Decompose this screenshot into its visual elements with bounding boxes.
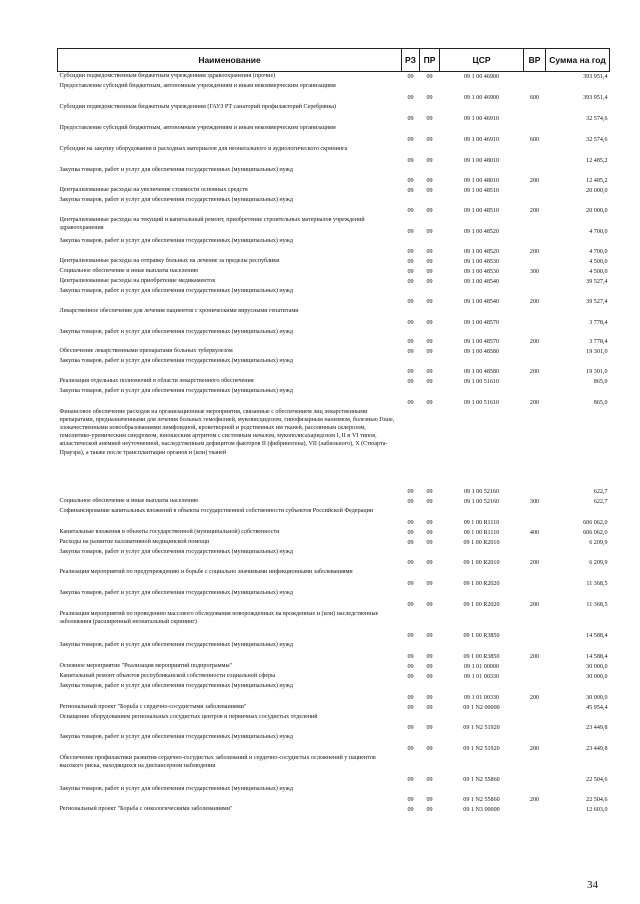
row-pr: 09 [426,797,433,804]
row-csr: 09 1 00 48540 [463,279,500,286]
row-name: Закупка товаров, работ и услуг для обеспечения государственных (муниципальных) нужд [59,589,293,596]
row-csr: 09 1 00 48520 [463,229,500,236]
row-rz: 09 [407,137,414,144]
row-vr [524,103,546,124]
row-pr: 09 [426,705,433,712]
row-sum: 30 000,0 [586,664,608,671]
header-sum: Сумма на год [546,49,610,72]
row-pr: 09 [426,339,433,346]
budget-table [57,48,610,815]
row-sum: 622,7 [593,489,608,496]
table-row [58,124,610,145]
row-pr: 09 [426,269,433,276]
row-csr: 09 1 00 R2010 [463,540,500,547]
row-name: Централизованные расходы на приобретение медикаментов [59,277,216,284]
row-name: Реализация мероприятий по проведению массового обследования новорожденных на врожденные и (или) наследственные заболевания (расширенный неонатальный скрининг) [59,610,379,625]
row-vr: 200 [529,249,540,256]
row-rz: 09 [407,158,414,165]
header-rz: РЗ [402,49,420,72]
row-csr: 09 1 00 51610 [463,400,500,407]
row-sum: 11 368,5 [586,602,608,609]
row-sum: 14 588,4 [586,633,608,640]
row-vr: 200 [529,797,540,804]
row-rz: 09 [407,299,414,306]
row-sum: 11 368,5 [586,581,608,588]
row-pr: 09 [426,777,433,784]
row-name: Финансовое обеспечение расходов на организационные мероприятия, связанные с обеспечением лиц лекарственными препаратами, предназначенными для лечения больных гемофилией, муковисцидозом, гипофизарным нанизмом, болезнью Гоше, злокачественными новообразованиями лимфоидной, кроветворной и родственных им тканей, рассеянным склерозом, гемолитико-уремическим синдромом, юношеским артритом с системным началом, мукополисахаридозом I, II и VI типов, апластической анемией неуточненной, наследственным дефицитом факторов II (фибриногена), VII (лабильного), X (Стюарта-Прауэра), а также после трансплантации органов и (или) тканей [59,408,395,456]
table-row [58,257,610,267]
header-csr: ЦСР [440,49,524,72]
table-row [58,507,610,528]
table-row [58,703,610,713]
row-sum: 39 527,4 [586,299,608,306]
row-name: Региональный проект "Борьба с сердечно-сосудистыми заболеваниями" [59,703,247,710]
table-row [58,805,610,815]
row-csr: 09 1 00 46910 [463,137,500,144]
table-row [58,713,610,733]
row-sum: 30 000,0 [586,695,608,702]
header-name: Наименование [58,49,402,72]
row-vr: 200 [529,339,540,346]
row-rz: 09 [407,725,414,732]
table-row [58,377,610,387]
row-csr: 09 1 00 48530 [463,269,500,276]
row-pr: 09 [426,807,433,814]
table-row [58,347,610,357]
row-pr: 09 [426,489,433,496]
row-name: Закупка товаров, работ и услуг для обеспечения государственных (муниципальных) нужд [59,548,293,555]
row-rz: 09 [407,797,414,804]
row-rz: 09 [407,540,414,547]
table-row [58,754,610,785]
row-name: Оснащение оборудованием региональных сосудистых центров и первичных сосудистых отделений [59,713,318,720]
row-rz: 09 [407,229,414,236]
row-rz: 09 [407,116,414,123]
row-name: Закупка товаров, работ и услуг для обеспечения государственных (муниципальных) нужд [59,166,293,173]
row-sum: 622,7 [593,499,608,506]
row-pr: 09 [426,208,433,215]
row-rz: 09 [407,705,414,712]
row-sum: 3 778,4 [589,339,608,346]
table-row [58,672,610,682]
table-row [58,72,610,82]
row-name: Социальное обеспечение и иные выплаты населению [59,497,199,504]
row-name: Социальное обеспечение и иные выплаты населению [59,267,199,274]
row-sum: 6 209,9 [589,560,608,567]
row-pr: 09 [426,279,433,286]
row-name: Закупка товаров, работ и услуг для обеспечения государственных (муниципальных) нужд [59,287,293,294]
table-row [58,216,610,237]
table-row [58,307,610,328]
row-csr: 09 1 00 R3850 [463,654,500,661]
row-name: Основное мероприятие "Реализация мероприятий подпрограммы" [59,662,233,669]
row-name: Закупка товаров, работ и услуг для обеспечения государственных (муниципальных) нужд [59,785,293,792]
row-rz: 09 [407,95,414,102]
row-vr: 400 [529,530,540,537]
row-pr: 09 [426,379,433,386]
row-name: Субсидии подведомственным бюджетным учреждениям здравоохранения (прочие) [59,73,276,79]
table-row [58,196,610,216]
row-sum: 4 500,0 [589,259,608,266]
table-row [58,682,610,703]
row-name: Субсидии подведомственным бюджетным учреждениям (ГАУЗ РТ санаторий профилакторий Серебрянка) [59,103,336,110]
header-vr: ВР [524,49,546,72]
table-row [58,662,610,672]
row-vr [524,347,546,357]
row-rz: 09 [407,249,414,256]
row-name: Закупка товаров, работ и услуг для обеспечения государственных (муниципальных) нужд [59,237,293,244]
row-rz: 09 [407,581,414,588]
table-row [58,166,610,186]
row-name: Региональный проект "Борьба с онкологическими заболеваниями" [59,805,233,812]
table-row [58,785,610,805]
row-csr: 09 1 N2 51920 [463,746,500,753]
row-pr: 09 [426,74,433,81]
row-csr: 09 1 00 48570 [463,320,500,327]
row-name: Софинансирование капитальных вложений в объекты государственной собственности субъектов Российской Федерации [59,507,374,514]
row-sum: 20 000,0 [586,188,608,195]
row-rz: 09 [407,379,414,386]
table-row [58,538,610,548]
row-vr: 200 [529,746,540,753]
row-sum: 45 954,4 [586,705,608,712]
row-vr [524,277,546,287]
row-vr: 200 [529,400,540,407]
row-pr: 09 [426,654,433,661]
row-rz: 09 [407,520,414,527]
row-sum: 606 062,0 [583,530,608,537]
row-pr: 09 [426,520,433,527]
row-rz: 09 [407,74,414,81]
row-name: Закупка товаров, работ и услуг для обеспечения государственных (муниципальных) нужд [59,328,293,335]
row-vr: 200 [529,602,540,609]
row-vr: 200 [529,299,540,306]
row-sum: 393 951,4 [583,74,608,81]
row-sum: 23 449,8 [586,746,608,753]
row-csr: 09 1 00 R2010 [463,560,500,567]
row-name: Обеспечение лекарственными препаратами больных туберкулезом [59,347,233,354]
row-vr [524,408,546,497]
row-sum: 606 062,0 [583,520,608,527]
table-row [58,568,610,589]
row-vr [524,186,546,196]
row-sum: 22 504,6 [586,777,608,784]
row-sum: 393 951,4 [583,95,608,102]
row-csr: 09 1 00 48010 [463,158,500,165]
table-row [58,287,610,307]
row-csr: 09 1 00 46900 [463,95,500,102]
row-rz: 09 [407,369,414,376]
row-rz: 09 [407,654,414,661]
row-csr: 09 1 N2 55860 [463,797,500,804]
row-vr [524,377,546,387]
row-rz: 09 [407,279,414,286]
row-csr: 09 1 00 R1110 [463,530,500,537]
row-vr [524,145,546,166]
row-name: Лекарственное обеспечение для лечения пациентов с хроническими вирусными гепатитами [59,307,299,314]
row-name: Реализация отдельных полномочий в области лекарственного обеспечения [59,377,254,384]
row-sum: 30 000,0 [586,674,608,681]
row-sum: 32 574,6 [586,116,608,123]
row-vr [524,703,546,713]
row-vr [524,257,546,267]
row-sum: 12 485,2 [586,158,608,165]
row-rz: 09 [407,560,414,567]
table-row [58,82,610,103]
row-rz: 09 [407,269,414,276]
row-rz: 09 [407,602,414,609]
row-pr: 09 [426,499,433,506]
row-pr: 09 [426,178,433,185]
table-row [58,387,610,408]
row-csr: 09 1 01 00330 [463,695,500,702]
row-sum: 865,0 [593,400,608,407]
table-row [58,103,610,124]
row-vr [524,662,546,672]
row-rz: 09 [407,633,414,640]
row-vr [524,538,546,548]
row-sum: 22 504,6 [586,797,608,804]
table-row [58,267,610,277]
row-name: Капитальный ремонт объектов республиканской собственности социальной сферы [59,672,276,679]
row-name: Обеспечение профилактики развития сердечно-сосудистых заболеваний и сердечно-сосудистых осложнений у пациентов высокого риска, находящихся на диспансерном наблюдении [59,754,376,769]
row-rz: 09 [407,499,414,506]
row-vr [524,713,546,733]
table-row [58,237,610,257]
row-vr: 300 [529,499,540,506]
row-pr: 09 [426,259,433,266]
table-row [58,277,610,287]
row-pr: 09 [426,400,433,407]
row-name: Закупка товаров, работ и услуг для обеспечения государственных (муниципальных) нужд [59,196,293,203]
row-csr: 09 1 00 48580 [463,369,500,376]
row-csr: 09 1 00 48520 [463,249,500,256]
row-csr: 09 1 00 52160 [463,489,500,496]
row-pr: 09 [426,602,433,609]
row-pr: 09 [426,746,433,753]
table-row [58,610,610,641]
row-sum: 4 500,0 [589,269,608,276]
row-csr: 09 1 N2 51920 [463,725,500,732]
row-vr [524,216,546,237]
table-row [58,328,610,347]
row-csr: 09 1 00 48510 [463,188,500,195]
row-csr: 09 1 00 48010 [463,178,500,185]
row-csr: 09 1 01 00330 [463,674,500,681]
table-row [58,528,610,538]
row-pr: 09 [426,229,433,236]
row-name: Закупка товаров, работ и услуг для обеспечения государственных (муниципальных) нужд [59,733,293,740]
row-csr: 09 1 00 48580 [463,349,500,356]
row-pr: 09 [426,540,433,547]
row-name: Предоставление субсидий бюджетным, автономным учреждениям и иным некоммерческим организациям [59,82,336,89]
row-sum: 3 778,4 [589,320,608,327]
row-csr: 09 1 00 51610 [463,379,500,386]
row-csr: 09 1 00 46900 [463,74,500,81]
row-name: Закупка товаров, работ и услуг для обеспечения государственных (муниципальных) нужд [59,387,293,394]
row-vr: 600 [529,95,540,102]
row-name: Закупка товаров, работ и услуг для обеспечения государственных (муниципальных) нужд [59,357,293,364]
row-vr [524,72,546,82]
table-row [58,497,610,507]
row-rz: 09 [407,746,414,753]
table-row [58,145,610,166]
row-csr: 09 1 N2 00000 [463,705,500,712]
row-pr: 09 [426,369,433,376]
row-vr: 200 [529,369,540,376]
row-csr: 09 1 00 R2020 [463,602,500,609]
row-pr: 09 [426,95,433,102]
row-rz: 09 [407,320,414,327]
row-vr [524,307,546,328]
row-rz: 09 [407,695,414,702]
row-pr: 09 [426,137,433,144]
header-pr: ПР [420,49,440,72]
row-rz: 09 [407,530,414,537]
row-sum: 4 700,0 [589,229,608,236]
row-rz: 09 [407,400,414,407]
row-rz: 09 [407,349,414,356]
row-rz: 09 [407,489,414,496]
page-number: 34 [587,879,598,891]
row-name: Предоставление субсидий бюджетным, автономным учреждениям и иным некоммерческим организациям [59,124,336,131]
row-pr: 09 [426,664,433,671]
row-sum: 865,0 [593,379,608,386]
row-vr [524,568,546,589]
row-rz: 09 [407,777,414,784]
row-csr: 09 1 00 48510 [463,208,500,215]
row-pr: 09 [426,320,433,327]
row-sum: 12 603,0 [586,807,608,814]
row-name: Закупка товаров, работ и услуг для обеспечения государственных (муниципальных) нужд [59,641,293,648]
table-row [58,186,610,196]
row-pr: 09 [426,530,433,537]
row-pr: 09 [426,674,433,681]
row-name: Централизованные расходы на увеличение стоимости основных средств [59,186,248,193]
row-sum: 20 000,0 [586,208,608,215]
row-pr: 09 [426,188,433,195]
table-row [58,589,610,610]
row-vr: 600 [529,137,540,144]
row-name: Капитальные вложения в объекты государственной (муниципальной) собственности [59,528,280,535]
row-vr [524,805,546,815]
table-row [58,408,610,497]
row-vr [524,507,546,528]
row-csr: 09 1 N3 00000 [463,807,500,814]
row-name: Реализация мероприятий по предупреждению и борьбе с социально значимыми инфекционными заболеваниями [59,568,353,575]
row-csr: 09 1 00 48530 [463,259,500,266]
table-header [58,49,610,72]
row-sum: 23 449,8 [586,725,608,732]
row-rz: 09 [407,674,414,681]
row-csr: 09 1 00 46910 [463,116,500,123]
row-name: Расходы на развитие паллиативной медицинской помощи [59,538,210,545]
row-pr: 09 [426,158,433,165]
row-sum: 32 574,6 [586,137,608,144]
row-pr: 09 [426,349,433,356]
row-vr [524,610,546,641]
row-name: Субсидии на закупку оборудования и расходных материалов для неонатального и аудиологического скрининга [59,145,348,152]
row-csr: 09 1 00 52160 [463,499,500,506]
row-pr: 09 [426,695,433,702]
row-vr: 200 [529,654,540,661]
table-row [58,548,610,568]
row-name: Централизованные расходы на отправку больных на лечение за пределы республики [59,257,280,264]
table-row [58,733,610,754]
row-pr: 09 [426,116,433,123]
table-row [58,357,610,377]
row-csr: 09 1 00 R2020 [463,581,500,588]
row-csr: 09 1 00 R3850 [463,633,500,640]
row-rz: 09 [407,178,414,185]
row-rz: 09 [407,807,414,814]
row-pr: 09 [426,249,433,256]
row-rz: 09 [407,259,414,266]
row-pr: 09 [426,581,433,588]
table-row [58,641,610,662]
row-vr: 200 [529,208,540,215]
row-pr: 09 [426,633,433,640]
row-sum: 12 485,2 [586,178,608,185]
row-sum: 39 527,4 [586,279,608,286]
row-pr: 09 [426,560,433,567]
row-pr: 09 [426,725,433,732]
row-csr: 09 1 00 R1110 [463,520,500,527]
row-sum: 19 301,0 [586,349,608,356]
row-sum: 6 209,9 [589,540,608,547]
row-rz: 09 [407,188,414,195]
row-vr: 200 [529,560,540,567]
row-rz: 09 [407,339,414,346]
row-rz: 09 [407,664,414,671]
row-csr: 09 1 N2 55860 [463,777,500,784]
table-body [58,72,610,815]
row-csr: 09 1 01 00000 [463,664,500,671]
row-pr: 09 [426,299,433,306]
row-rz: 09 [407,208,414,215]
row-vr [524,754,546,785]
row-vr [524,672,546,682]
row-sum: 19 301,0 [586,369,608,376]
row-sum: 14 588,4 [586,654,608,661]
row-name: Закупка товаров, работ и услуг для обеспечения государственных (муниципальных) нужд [59,682,293,689]
row-sum: 4 700,0 [589,249,608,256]
row-name: Централизованные расходы на текущий и капитальный ремонт, приобретение строительных материалов учреждений здравоохранения [59,216,365,231]
row-vr: 200 [529,695,540,702]
row-vr: 300 [529,269,540,276]
row-csr: 09 1 00 48540 [463,299,500,306]
row-vr: 200 [529,178,540,185]
row-csr: 09 1 00 48570 [463,339,500,346]
